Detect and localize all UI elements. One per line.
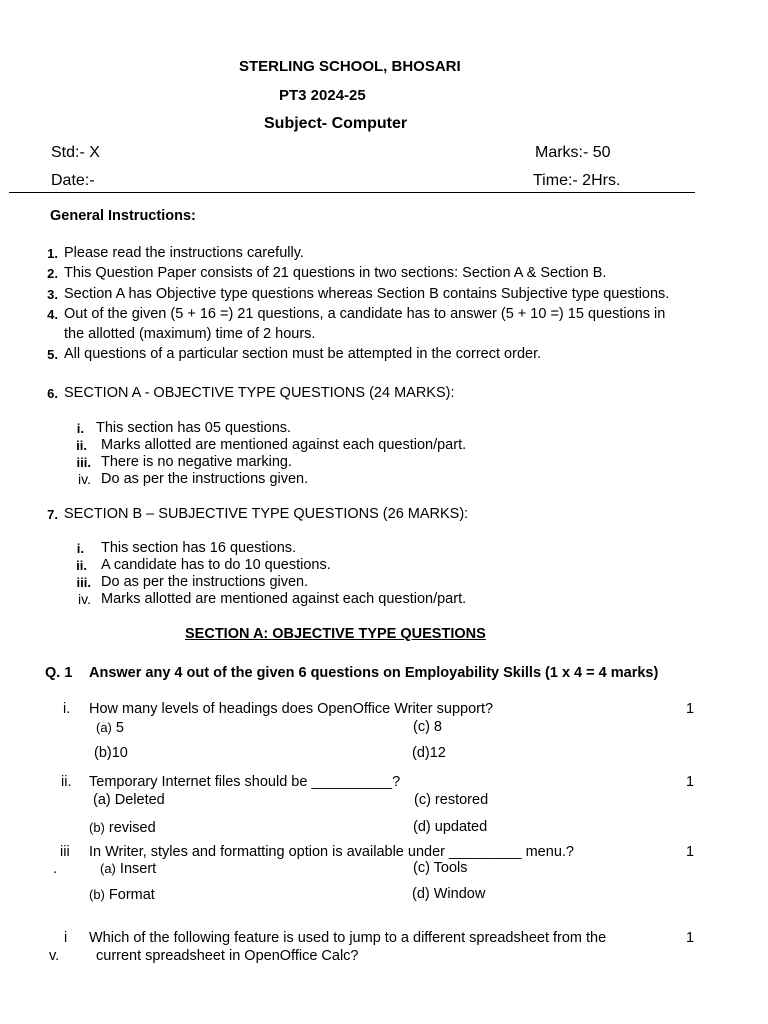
option-c: (c) Tools bbox=[413, 860, 468, 876]
section-a-instruction-heading: SECTION A - OBJECTIVE TYPE QUESTIONS (24 MARKS): bbox=[64, 385, 455, 401]
sub-number: iii. bbox=[76, 575, 91, 590]
date-label: Date:- bbox=[51, 172, 95, 189]
sub-number: ii. bbox=[76, 558, 87, 573]
sub-text: Marks allotted are mentioned against each question/part. bbox=[101, 437, 467, 453]
question-label: Q. 1 bbox=[45, 665, 73, 681]
sub-number: ii. bbox=[76, 438, 87, 453]
instruction-text-continued: the allotted (maximum) time of 2 hours. bbox=[64, 326, 316, 342]
instruction-number: 3. bbox=[47, 287, 58, 302]
part-text-continued: current spreadsheet in OpenOffice Calc? bbox=[96, 948, 359, 964]
part-marks: 1 bbox=[686, 774, 695, 790]
subject-title: Subject- Computer bbox=[264, 115, 408, 132]
part-number: i bbox=[64, 930, 68, 946]
instruction-number: 4. bbox=[47, 307, 58, 322]
question-text: Answer any 4 out of the given 6 questions on Employability Skills (1 x 4 = 4 marks) bbox=[89, 665, 659, 681]
instruction-number: 1. bbox=[47, 246, 58, 261]
part-text: In Writer, styles and formatting option is available under _________ menu.? bbox=[89, 844, 574, 860]
option-prefix: (a) bbox=[96, 720, 112, 735]
section-b-instruction-heading: SECTION B – SUBJECTIVE TYPE QUESTIONS (26 MARKS): bbox=[64, 506, 469, 522]
option-prefix: (b) bbox=[89, 887, 105, 902]
sub-text: Do as per the instructions given. bbox=[101, 574, 309, 590]
part-text: How many levels of headings does OpenOffice Writer support? bbox=[89, 701, 494, 717]
exam-title: PT3 2024-25 bbox=[279, 87, 366, 104]
sub-number: i. bbox=[76, 541, 84, 556]
instruction-text: Out of the given (5 + 16 =) 21 questions, a candidate has to answer (5 + 10 =) 15 questions in bbox=[64, 306, 666, 322]
instruction-text: All questions of a particular section must be attempted in the correct order. bbox=[64, 346, 542, 362]
instruction-number: 5. bbox=[47, 347, 58, 362]
time-label: Time:- 2Hrs. bbox=[533, 172, 621, 189]
sub-text: This section has 05 questions. bbox=[96, 420, 292, 436]
option-c: (c) restored bbox=[414, 792, 489, 808]
part-number-continued: v. bbox=[49, 948, 60, 964]
sub-number: iii. bbox=[76, 455, 91, 470]
part-text: Which of the following feature is used to jump to a different spreadsheet from the bbox=[89, 930, 607, 946]
sub-number: iv. bbox=[78, 591, 91, 607]
part-marks: 1 bbox=[686, 930, 695, 946]
section-a-heading: SECTION A: OBJECTIVE TYPE QUESTIONS bbox=[185, 626, 486, 642]
general-instructions-title: General Instructions: bbox=[50, 208, 196, 224]
instruction-number: 6. bbox=[47, 386, 58, 401]
part-text: Temporary Internet files should be __________? bbox=[89, 774, 401, 790]
option-b bbox=[89, 819, 156, 837]
option-text: Format bbox=[104, 887, 155, 903]
instruction-text: Section A has Objective type questions whereas Section B contains Subjective type questions. bbox=[64, 286, 670, 302]
part-number: i. bbox=[63, 701, 71, 717]
option-text: 5 bbox=[111, 720, 124, 736]
option-prefix: (b) bbox=[89, 820, 105, 835]
option-prefix: (a) bbox=[100, 861, 116, 876]
sub-text: This section has 16 questions. bbox=[101, 540, 297, 556]
option-a bbox=[96, 719, 124, 737]
part-number-continued: . bbox=[53, 861, 58, 877]
option-a bbox=[100, 860, 156, 878]
sub-text: There is no negative marking. bbox=[101, 454, 293, 470]
sub-text: Marks allotted are mentioned against each question/part. bbox=[101, 591, 467, 607]
std-label: Std:- X bbox=[51, 144, 100, 161]
instruction-text: This Question Paper consists of 21 questions in two sections: Section A & Section B. bbox=[64, 265, 607, 281]
option-a: (a) Deleted bbox=[93, 792, 165, 808]
header-divider bbox=[9, 192, 695, 193]
option-text: revised bbox=[104, 820, 156, 836]
sub-text: A candidate has to do 10 questions. bbox=[101, 557, 331, 573]
option-b: (b)10 bbox=[94, 745, 128, 761]
sub-text: Do as per the instructions given. bbox=[101, 471, 309, 487]
option-c: (c) 8 bbox=[413, 719, 442, 735]
instruction-text: Please read the instructions carefully. bbox=[64, 245, 304, 261]
option-text: Insert bbox=[115, 861, 157, 877]
instruction-number: 7. bbox=[47, 507, 58, 522]
sub-number: i. bbox=[76, 421, 84, 436]
option-d: (d) Window bbox=[412, 886, 486, 902]
option-b bbox=[89, 886, 155, 904]
sub-number: iv. bbox=[78, 471, 91, 487]
option-d: (d)12 bbox=[412, 745, 446, 761]
instruction-number: 2. bbox=[47, 266, 58, 281]
option-d: (d) updated bbox=[413, 819, 488, 835]
part-marks: 1 bbox=[686, 701, 695, 717]
part-number: iii bbox=[60, 844, 70, 860]
marks-label: Marks:- 50 bbox=[535, 144, 611, 161]
school-name: STERLING SCHOOL, BHOSARI bbox=[239, 58, 461, 75]
part-number: ii. bbox=[61, 774, 72, 790]
part-marks: 1 bbox=[686, 844, 695, 860]
